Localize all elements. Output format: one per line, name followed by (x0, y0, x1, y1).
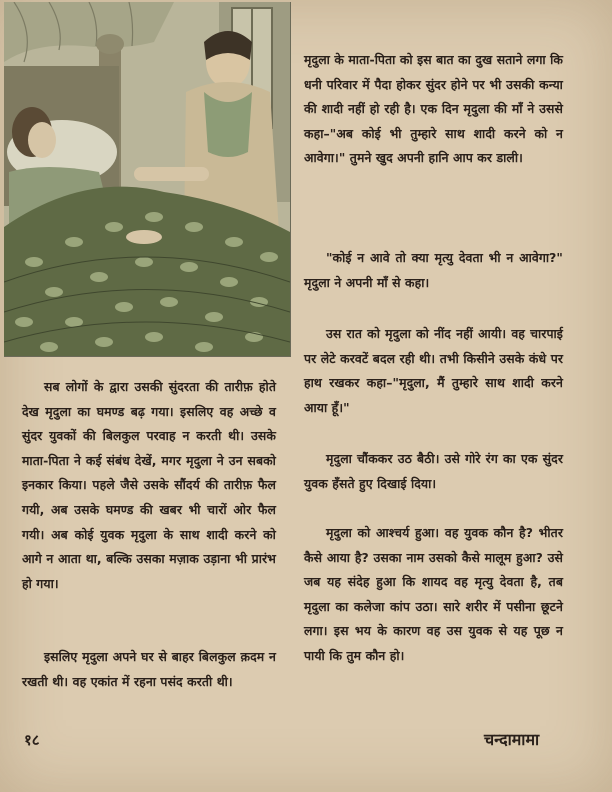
magazine-name: चन्दामामा (484, 730, 540, 749)
paragraph-right-2: "कोई न आवे तो क्या मृत्यु देवता भी न आवेगा?" मृदुला ने अपनी माँ से कहा। (304, 250, 563, 290)
paragraph-left-2: इसलिए मृदुला अपने घर से बाहर बिलकुल क़दम न रखती थी। वह एकांत में रहना पसंद करती थी। (22, 649, 276, 689)
story-illustration (4, 2, 291, 357)
paragraph-right-4: मृदुला चौंककर उठ बैठी। उसे गोरे रंग का एक सुंदर युवक हँसते हुए दिखाई दिया। (304, 451, 563, 491)
paragraph-left-1: सब लोगों के द्वारा उसकी सुंदरता की तारीफ़ होते देख मृदुला का घमण्ड बढ़ गया। इसलिए वह अच्छे व सुंदर युवकों की बिलकुल परवाह न करती थी। उसके माता-पिता ने कई संबंध देखें, मगर मृदुला ने उन सबको इनकार किया। पहले जैसे उसके सौंदर्य की तारीफ़ फैल गयी, अब उसके घमण्ड की खबर भी चारों ओर फैल गयी। अब कोई युवक मृदुला के साथ शादी करने को आगे न आता था, बल्कि उसका मज़ाक उड़ाना भी प्रारंभ हो गया। (22, 379, 276, 591)
paragraph-right-3: उस रात को मृदुला को नींद नहीं आयी। वह चारपाई पर लेटे करवटें बदल रही थी। तभी किसीने उसके कंधे पर हाथ रखकर कहा–"मृदुला, मैं तुम्हारे साथ शादी करने आया हूँ।" (304, 326, 563, 415)
paragraph-right-1: मृदुला के माता-पिता को इस बात का दुख सताने लगा कि धनी परिवार में पैदा होकर सुंदर होने पर भी उसकी कन्या की शादी नहीं हो रही है। एक दिन मृदुला की माँ ने उससे कहा–"अब कोई भी तुम्हारे साथ शादी करने को न आवेगा।" तुमने खुद अपनी हानि आप कर डाली। (304, 52, 563, 166)
page-number: १८ (24, 731, 40, 749)
paragraph-right-5: मृदुला को आश्चर्य हुआ। वह युवक कौन है? भीतर कैसे आया है? उसका नाम उसको कैसे मालूम हुआ? उसे जब यह संदेह हुआ कि शायद वह मृत्यु देवता है, तब मृदुला का कलेजा कांप उठा। सारे शरीर में पसीना छूटने लगा। इस भय के कारण वह उस युवक से यह पूछ न पायी कि तुम कौन हो। (304, 525, 563, 663)
